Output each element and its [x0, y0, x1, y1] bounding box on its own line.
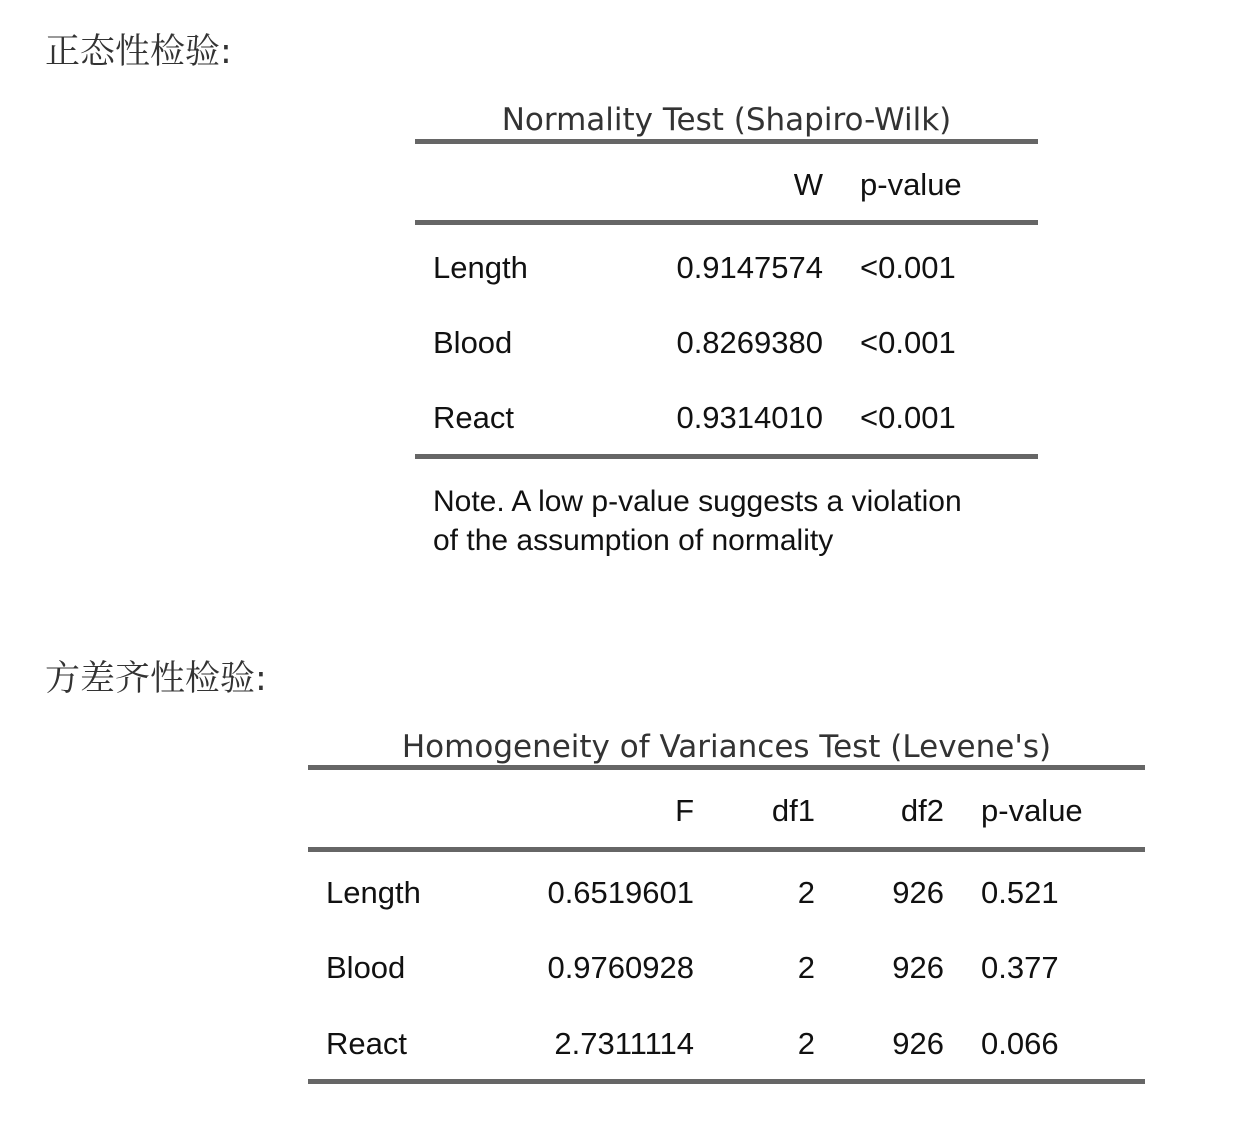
cell-w-react: 0.9314010	[676, 400, 823, 435]
column-header-p-value: p-value	[860, 167, 962, 202]
normality-section-heading: 正态性检验:	[45, 32, 232, 72]
row-label-blood: Blood	[433, 325, 513, 360]
variance-section-heading: 方差齐性检验:	[45, 659, 267, 699]
table-top-rule	[415, 139, 1038, 144]
table-top-rule	[308, 765, 1145, 770]
cell-df2-length: 926	[892, 875, 944, 910]
cell-f-blood: 0.9760928	[547, 950, 694, 985]
column-header-w: W	[793, 167, 823, 202]
cell-f-react: 2.7311114	[554, 1026, 694, 1061]
header-rule	[308, 847, 1145, 852]
table-title: Homogeneity of Variances Test (Levene's)	[401, 729, 1052, 765]
row-label-length: Length	[433, 250, 528, 285]
note-line-2: of the assumption of normality	[433, 524, 834, 557]
cell-df1-blood: 2	[797, 950, 815, 985]
cell-w-length: 0.9147574	[676, 250, 823, 285]
table-note	[433, 482, 1033, 560]
cell-df1-react: 2	[797, 1026, 815, 1061]
row-label-length: Length	[326, 875, 421, 910]
normality-test-table	[415, 100, 1038, 570]
column-header-f: F	[675, 793, 694, 828]
row-label-react: React	[433, 400, 514, 435]
column-header-df1: df1	[771, 793, 815, 828]
column-header-df2: df2	[900, 793, 944, 828]
cell-df2-react: 926	[892, 1026, 944, 1061]
cell-p-length: 0.521	[981, 875, 1059, 910]
row-label-blood: Blood	[326, 950, 406, 985]
row-label-react: React	[326, 1026, 407, 1061]
cell-p-blood: 0.377	[981, 950, 1059, 985]
column-header-p-value: p-value	[981, 793, 1083, 828]
table-title: Normality Test (Shapiro-Wilk)	[501, 102, 952, 138]
cell-p-length: <0.001	[860, 250, 956, 285]
header-rule	[415, 220, 1038, 225]
table-bottom-rule	[308, 1079, 1145, 1084]
cell-p-react: <0.001	[860, 400, 956, 435]
table-bottom-rule	[415, 454, 1038, 459]
cell-p-react: 0.066	[981, 1026, 1059, 1061]
levene-test-table	[308, 727, 1145, 1087]
note-line-1: Note. A low p-value suggests a violation	[433, 485, 962, 518]
cell-df2-blood: 926	[892, 950, 944, 985]
cell-p-blood: <0.001	[860, 325, 956, 360]
cell-w-blood: 0.8269380	[676, 325, 823, 360]
cell-f-length: 0.6519601	[547, 875, 694, 910]
cell-df1-length: 2	[797, 875, 815, 910]
